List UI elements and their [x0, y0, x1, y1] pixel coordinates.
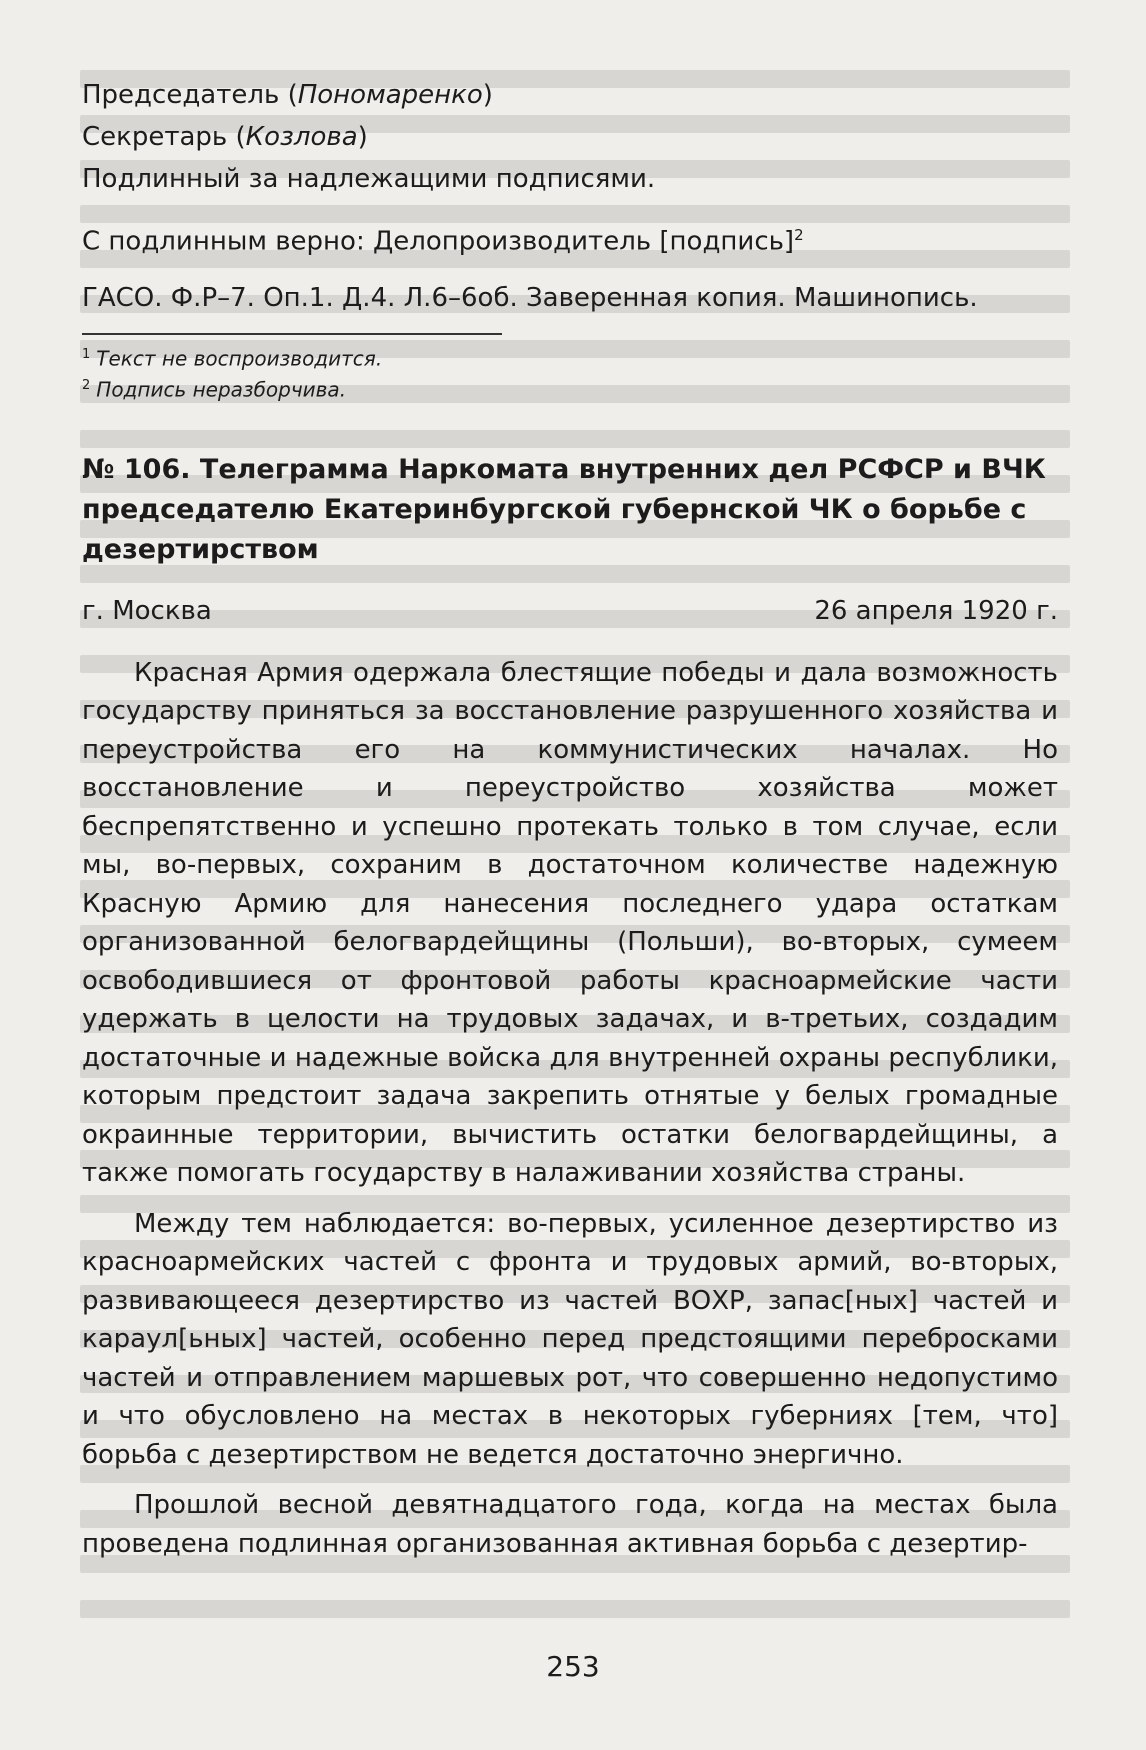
secretary-line: [82, 116, 1058, 158]
footnote-number: 2: [82, 378, 91, 394]
certified-footnote-ref: 2: [794, 226, 804, 244]
place-date-line: [82, 590, 1058, 632]
paragraph-2: Между тем наблюдается: во-первых, усиленное дезертирство из красноармейских частей с фронта и трудовых армий, во-вторых, развивающееся дезертирство из частей ВОХР, запас[ных] частей и караул[ьных] частей, особенно перед предстоящими перебросками частей и отправлением маршевых рот, что совершенно недопустимо и что обусловлено на местах в некоторых губерниях [тем, что] борьба с дезертирством не ведется достаточно энергично.: [82, 1208, 1058, 1470]
chair-name: Пономаренко: [297, 80, 483, 110]
footnote-text: Текст не воспроизводится.: [96, 346, 383, 371]
signed-line: Подлинный за надлежащими подписями.: [82, 164, 656, 194]
page-content: [82, 74, 1058, 1575]
paragraph-3: Прошлой весной девятнадцатого года, когда на местах была проведена подлинная организованная активная борьба с дезертир-: [82, 1490, 1058, 1559]
footnote-number: 1: [82, 346, 91, 362]
footnote-text: Подпись неразборчива.: [96, 377, 347, 402]
footnote-2: [82, 372, 1058, 404]
certified-line: [82, 214, 1058, 263]
secretary-name: Козлова: [245, 122, 358, 152]
chair-close: ): [482, 80, 493, 110]
footnote-rule: [82, 333, 502, 335]
chair-line: [82, 74, 1058, 116]
page-number: 253: [546, 1650, 600, 1683]
document-title: № 106. Телеграмма Наркомата внутренних дел РСФСР и ВЧК председателю Екатеринбургской губернской ЧК о борьбе с дезертирством: [82, 453, 1046, 565]
secretary-label: Секретарь (: [82, 122, 246, 152]
chair-label: Председатель (: [82, 80, 298, 110]
secretary-close: ): [357, 122, 368, 152]
footnote-1: [82, 341, 1058, 373]
document-date: 26 апреля 1920 г.: [814, 595, 1058, 626]
document-place: г. Москва: [82, 595, 212, 626]
archive-reference: ГАСО. Ф.Р–7. Оп.1. Д.4. Л.6–6об. Заверенная копия. Машинопись.: [82, 282, 978, 313]
paragraph-1: Красная Армия одержала блестящие победы и дала возможность государству приняться за восстановление разрушенного хозяйства и переустройства его на коммунистических началах. Но восстановление и переустройство хозяйства может беспрепятственно и успешно протекать только в том случае, если мы, во-первых, сохраним в достаточном количестве надежную Красную Армию для нанесения последнего удара остаткам организованной белогвардейщины (Польши), во-вторых, сумеем освободившиеся от фронтовой работы красноармейские части удержать в целости на трудовых задачах, и в-третьих, создадим достаточные и надежные войска для внутренней охраны республики, которым предстоит задача закрепить отнятые у белых громадные окраинные территории, вычистить остатки белогвардейщины, а также помогать государству в налаживании хозяйства страны.: [82, 657, 1058, 1189]
certified-text: С подлинным верно: Делопроизводитель [подпись]: [82, 226, 795, 257]
